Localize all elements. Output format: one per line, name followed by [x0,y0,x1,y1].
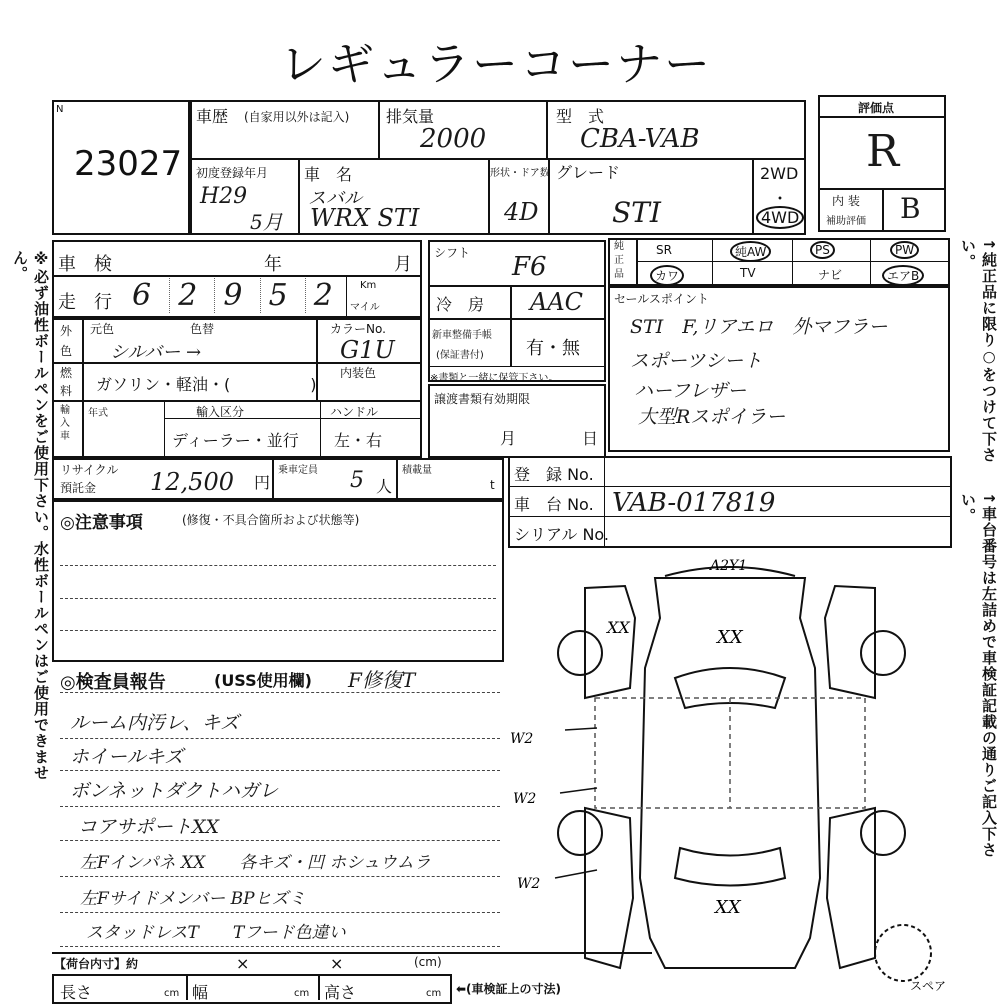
transfer-day: 日 [582,429,599,448]
side-note-right-1: ↑純正品に限り○をつけて下さい。 [959,238,998,463]
car-name-label: 車 名 [304,165,353,184]
caution-label: ◎注意事項 [60,513,143,533]
fuel-label-1: 燃 [60,366,73,380]
interior-rating-sub: 補助評価 [826,216,866,227]
grade-label: グレード [556,163,621,182]
interior-rating-label: 内 装 [832,194,860,208]
inspector-label: ◎検査員報告 [60,672,166,693]
inspector-line-2: ホイールキズ [70,746,184,768]
equip-ps: PS [810,241,835,259]
dims-width-cm: cm [294,988,310,999]
equip-pw: PW [890,241,919,259]
color-no-label: カラーNo. [330,322,386,336]
drive-4wd: 4WD [756,206,804,229]
import-class-value: ディーラー・並行 [172,431,299,450]
serial-label: シリアル No. [514,525,610,544]
recycle-unit: 円 [254,473,271,492]
mileage-digit: 6 [132,278,152,313]
side-note-right-2: ↑車台番号は左詰めで車検証記載の通りご記入下さい。 [959,492,998,858]
import-year-label: 年式 [88,408,108,419]
mileage-digit: 5 [260,278,288,313]
model-type-value: CBA-VAB [580,124,700,154]
capacity-unit: 人 [376,477,393,496]
model-type-label: 型 式 [556,107,605,126]
equip-airbag: エアB [882,265,924,286]
sales-points-label: セールスポイント [614,292,709,306]
handle-value: 左・右 [334,431,383,450]
cargo-unit: (cm) [414,955,442,969]
page-title: レギュラーコーナー [280,37,712,91]
drive-2wd: 2WD [760,164,799,183]
manual-label: 新車整備手帳 [432,330,492,341]
inspector-line-6: 左Fサイドメンバー BPヒズミ [80,889,306,909]
inspector-line-3: ボンネットダクトハガレ [70,780,279,802]
dims-length: 長さ [60,983,93,1002]
dims-length-cm: cm [164,988,180,999]
sales-point-2: スポーツシート [630,350,763,372]
first-reg-label: 初度登録年月 [196,166,269,180]
side-note-left: ※必ず油性ボールペンをご使用下さい。水性ボールペンはご使用できません。 [11,250,50,781]
ac-value: AAC [530,288,584,316]
exterior-label-2: 色 [60,344,73,358]
diagram-w2-1: W2 [510,731,534,747]
sales-point-4: 大型Rスポイラー [638,406,786,428]
n-mark: N [56,104,64,115]
manual-note: ※書類と一緒に保管下さい。 [430,373,559,384]
equip-aw: 純AW [730,241,771,262]
import-class-label: 輸入区分 [196,405,245,419]
mileage-unit-km: Km [360,280,377,291]
inspector-line-7: スタッドレスT Tフード色違い [86,923,346,943]
exterior-label-1: 外 [60,324,73,338]
doors-label: 形状・ドア数 [490,168,550,179]
diagram-top-note: A2Y1 [710,558,748,574]
transfer-label: 譲渡書類有効期限 [434,392,531,406]
capacity-label: 乗車定員 [278,465,318,476]
exterior-orig-label: 元色 [90,322,115,336]
diagram-spare: スペア [910,979,947,993]
manual-value: 有・無 [526,338,580,359]
dims-note: ⬅(車検証上の寸法) [456,982,562,996]
interior-color-label: 内装色 [340,366,377,380]
fuel-text: ガソリン・軽油・( ) [96,375,317,394]
car-maker: スバル [308,188,362,209]
shaken-year: 年 [264,254,282,275]
inspector-sub: (USS使用欄) [214,671,312,690]
shaken-month: 月 [394,254,412,275]
diagram-xx-3: XX [715,897,741,918]
caution-sub: (修復・不具合箇所および状態等) [182,513,360,527]
lot-number-box [52,100,190,235]
diagram-w2-3: W2 [517,876,541,892]
load-unit: t [490,478,495,492]
mileage-unit-mile: マイル [350,302,380,313]
inspector-line-4: コアサポートXX [78,816,220,838]
recycle-value: 12,500 [150,468,234,496]
mileage-digit: 9 [214,278,242,313]
cargo-x1: × [236,954,250,973]
load-label: 積載量 [402,465,432,476]
equip-leather: カワ [650,265,684,286]
mileage-digit: 2 [305,278,333,313]
dims-height-cm: cm [426,988,442,999]
mileage-digit: 2 [169,278,197,313]
manual-sub: (保証書付) [436,350,484,361]
diagram-xx-1: XX [607,618,630,637]
recycle-label-2: 預託金 [60,481,97,495]
doors-value: 4D [504,198,539,226]
lot-number: 23027 [74,144,183,184]
mileage-digits [118,278,344,316]
dims-width: 幅 [192,983,209,1002]
registration-label: 登 録 No. [514,465,594,484]
interior-rating-value: B [900,192,921,225]
first-reg-year: H29 [200,184,248,209]
exterior-changed-label: 色替 [190,322,215,336]
chassis-value: VAB-017819 [612,488,776,518]
inspector-line-5: 左Fインパネ XX 各キズ・凹 ホシュウムラ [80,853,431,873]
inspector-line-1: ルーム内汚レ、キズ [70,712,240,734]
shaken-label: 車 検 [58,254,112,275]
rating-label: 評価点 [858,101,895,115]
displacement-value: 2000 [420,124,487,154]
capacity-value: 5 [350,468,364,493]
displacement-label: 排気量 [386,107,435,126]
shift-label: シフト [434,246,471,260]
first-reg-month: 5月 [250,210,283,234]
grade-value: STI [612,196,661,229]
transfer-month: 月 [500,429,517,448]
sales-point-1: STI F,リアエロ 外マフラー [630,316,888,338]
recycle-label-1: リサイクル [60,463,119,477]
handle-label: ハンドル [330,405,379,419]
equip-navi: ナビ [818,268,843,282]
cargo-label: 【荷台内寸】約 [54,957,139,971]
history-note: (自家用以外は記入) [244,110,350,124]
equip-sr: SR [656,243,672,257]
exterior-orig-value: シルバー → [110,342,202,363]
import-label: 輸入車 [60,405,70,442]
diagram-w2-2: W2 [513,791,537,807]
drive-dot: ・ [772,189,789,208]
cargo-x2: × [330,954,344,973]
sales-point-3: ハーフレザー [634,380,747,402]
diagram-xx-2: XX [717,627,743,648]
equipment-label: 純正品 [614,241,624,280]
ac-label: 冷 房 [436,295,485,314]
equip-tv: TV [740,266,756,280]
history-label: 車歴 [196,107,229,126]
rating-value: R [866,126,900,177]
shift-value: F6 [512,252,547,282]
dims-height: 高さ [324,983,357,1002]
mileage-label: 走 行 [58,292,112,313]
inspector-extra: F修復T [348,668,416,692]
car-damage-diagram [505,548,955,1000]
car-name-value: WRX STI [310,204,420,232]
chassis-label: 車 台 No. [514,495,594,514]
fuel-label-2: 料 [60,384,73,398]
color-no-value: G1U [340,336,395,364]
